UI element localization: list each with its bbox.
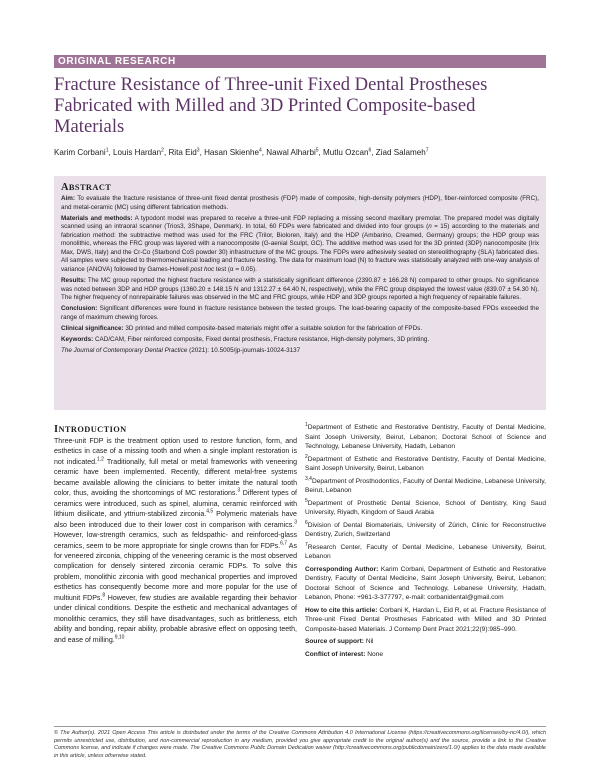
abstract-aim: Aim: To evaluate the fracture resistance of three-unit fixed dental prosthesis (FDP) made of composite, high-density polymers (HDP), fiber-reinforced composite (FRC), and metal-ceramic (MC) using different fabrication methods. [61, 195, 539, 211]
journal-doi: The Journal of Contemporary Dental Practice (2021): 10.5005/jp-journals-10024-3137 [61, 347, 301, 355]
article-type-banner: ORIGINAL RESEARCH [54, 55, 546, 68]
author-sup: 2 [161, 147, 164, 154]
source-of-support: Source of support: Nil [305, 638, 374, 645]
affiliation: $^{3,4}$Department of Prosthodontics, Faculty of Dental Medicine, Lebanese University, Beirut, Lebanon [305, 475, 546, 494]
affiliation: $^2$Department of Esthetic and Restorative Dentistry, Faculty of Dental Medicine, Saint Joseph University, Beirut, Lebanon [305, 453, 546, 472]
abstract-box [54, 176, 546, 410]
abstract-conclusion: Conclusion: Significant differences were found in fracture resistance between the tested groups. The load-bearing capacity of the composite-based FPDs exceeded the range of maximum chewing forces. [61, 305, 539, 321]
affiliation: $^7$Research Center, Faculty of Dental Medicine, Lebanese University, Beirut, Lebanon [305, 541, 546, 560]
author: Mutlu Ozcan [323, 148, 369, 157]
author: Ziad Salameh [375, 148, 426, 157]
affiliation: $^5$Department of Prosthetic Dental Science, School of Dentistry, King Saud University, Riyadh, Kingdom of Saudi Arabia [305, 497, 546, 516]
introduction-heading: INTRODUCTION [54, 424, 127, 435]
how-to-cite: How to cite this article: Corbani K, Hardan L, Eid R, et al. Fracture Resistance of Three-unit Fixed Dental Prostheses Fabricated with Milled and 3D Printed Composite-based Materials. J Contemp Dent Pract 2021;22(9):985–990. [305, 606, 546, 633]
affiliation: $^1$Department of Esthetic and Restorative Dentistry, Faculty of Dental Medicine, Saint Joseph University, Beirut, Lebanon; Doctoral School of Science and Technology, Lebanese University, Hadath, Lebanon [305, 421, 546, 450]
abstract-heading: ABSTRACT [61, 182, 112, 193]
abstract-clinical-significance: Clinical significance: 3D printed and milled composite-based materials might offer a suitable solution for the fabrication of FPDs. [61, 325, 423, 333]
corresponding-author: Corresponding Author: Karim Corbani, Department of Esthetic and Restorative Dentistry, Faculty of Dental Medicine, Saint Joseph University, Beirut, Lebanon; Doctoral School of Science and Technology, Lebanese University, Hadath, Lebanon, Phone: +961-3-377797, e-mail: corbanidental@gmail.com [305, 565, 547, 601]
author-sup: 4 [258, 147, 262, 154]
abstract-keywords: Keywords: CAD/CAM, Fiber reinforced composite, Fixed dental prosthesis, Fracture resistance, High-density polymers, 3D printing. [61, 336, 430, 344]
article-title: Fracture Resistance of Three-unit Fixed Dental Prostheses Fabricated with Milled and 3D Printed Composite-based Materials [54, 74, 488, 137]
author: Louis Hardan [113, 148, 162, 157]
affiliation: $^6$Division of Dental Biomaterials, University of Zürich, Clinic for Reconstructive Dentistry, Zurich, Switzerland [305, 519, 546, 538]
author-sup: 5 [315, 147, 319, 154]
author-sup: 6 [368, 147, 372, 154]
affiliations-column [305, 423, 546, 662]
author: Nawal Alharbi [266, 148, 316, 157]
author-sup: 1 [105, 147, 109, 154]
footer-divider [54, 726, 546, 727]
author-list: Karim Corbani$^1$, Louis Hardan$^2$, Rita Eid$^3$, Hasan Skienhe$^4$, Nawal Alharbi$^5$, Mutlu Ozcan$^6$, Ziad Salameh$^7$ [54, 147, 429, 157]
author: Hasan Skienhe [204, 148, 259, 157]
license-statement: © The Author(s). 2021 Open Access This article is distributed under the terms of the Creative Commons Attribution 4.0 International License (https://creativecommons.org/licenses/by-nc/4.0/), which permits unrestricted use, distribution, and non-commercial reproduction in any medium, provided you give appropriate credit to the original author(s) and the source, provide a link to the Creative Commons license, and indicate if changes were made. The Creative Commons Public Domain Dedication waiver (http://creativecommons.org/publicdomain/zero/1.0/) applies to the data made available in this article, unless otherwise stated. [54, 730, 546, 760]
abstract-results: Results: The MC group reported the highest fracture resistance with a statistically significant difference (2390.87 ± 166.28 N) compared to other groups. No significance was noted between 3DP and HDP groups (1360.20 ± 148.15 N and 1312.27 ± 64.40 N, respectively), while the FRC group displayed the lowest value (839.07 ± 54.30 N). The higher frequency of nonrepairable failures was observed in the MC and FRC groups, while HDP and 3DP groups reported a high frequency of repairable failures. [61, 277, 539, 302]
author-sup: 3 [196, 147, 200, 154]
conflict-of-interest: Conflict of interest: None [305, 650, 384, 658]
author-sup: 7 [425, 147, 429, 154]
abstract-methods: Materials and methods: A typodont model was prepared to receive a three-unit FDP replacing a missing second maxillary premolar. The prepared model was digitally scanned using an intraoral scanner (Trios3, 3Shape, Denmark). In total, 60 FDPs were fabricated and divided into four groups (n = 15) according to the materials and fabrication method: the subtractive method was used for the FRC (Trilor, Bioloren, Italy) and the HDP (Ambarino, Creamed, Germany) groups; the HDP group was monolithic, whereas the FRC group was layered with a nanocomposite (G-aenial Sculpt, GC). The additive method was used for the 3D printed (3DP) nanocomposite (Irix Max, DWS, Italy) and the Cr-Co (Starbond CoS powder 30) infrastructure of the MC groups. The FDPs were adhesively seated on stereolithography (SLA) fabricated dies. All samples were subjected to thermomechanical loading and fracture testing. The data for maximum load (N) to fracture was statistically analyzed with one-way analysis of variance (ANOVA) followed by Games-Howell post hoc test (α = 0.05). [61, 214, 539, 273]
author: Karim Corbani [54, 148, 106, 157]
author: Rita Eid [168, 148, 197, 157]
introduction-text: Three-unit FDP is the treatment option used to restore function, form, and esthetics in case of a missing tooth and when a single implant restoration is not indicated.$^{1,2}$ Traditionally, full metal or metal frameworks with veneering ceramic have been implemented. Recently, different metal-free systems became available allowing the clinicians to better imitate the natural tooth color, thus, avoiding the shortcomings of MC restorations.$^3$ Different types of ceramics were introduced, such as spinel, alumina, ceramic reinforced with lithium disilicate, and yttrium-stabilized zirconia.$^{4,5}$ Polymeric materials have also been introduced due to their lower cost in comparison with ceramics.$^3$ However, low-strength ceramics, such as feldspathic- and reinforced-glass ceramics, seem to be more appropriate for single crowns than for FDPs.$^{6,7}$ As for veneered zirconia, chipping of the veneering ceramic is the most observed complication for densely sintered zirconia ceramic FDPs. To solve this problem, monolithic zirconia with good mechanical properties and improved esthetics has consequently become more and more popular for the use of multiunit FDPs.$^8$ However, few studies are available regarding their behavior under clinical conditions. Despite the esthetic and mechanical advantages of monolithic ceramics, they still have disadvantages, such as brittleness, etch ability and bonding, repair ability, probable abrasive effect on opposing teeth, and ease of milling.$^{9,10}$ [54, 438, 298, 644]
